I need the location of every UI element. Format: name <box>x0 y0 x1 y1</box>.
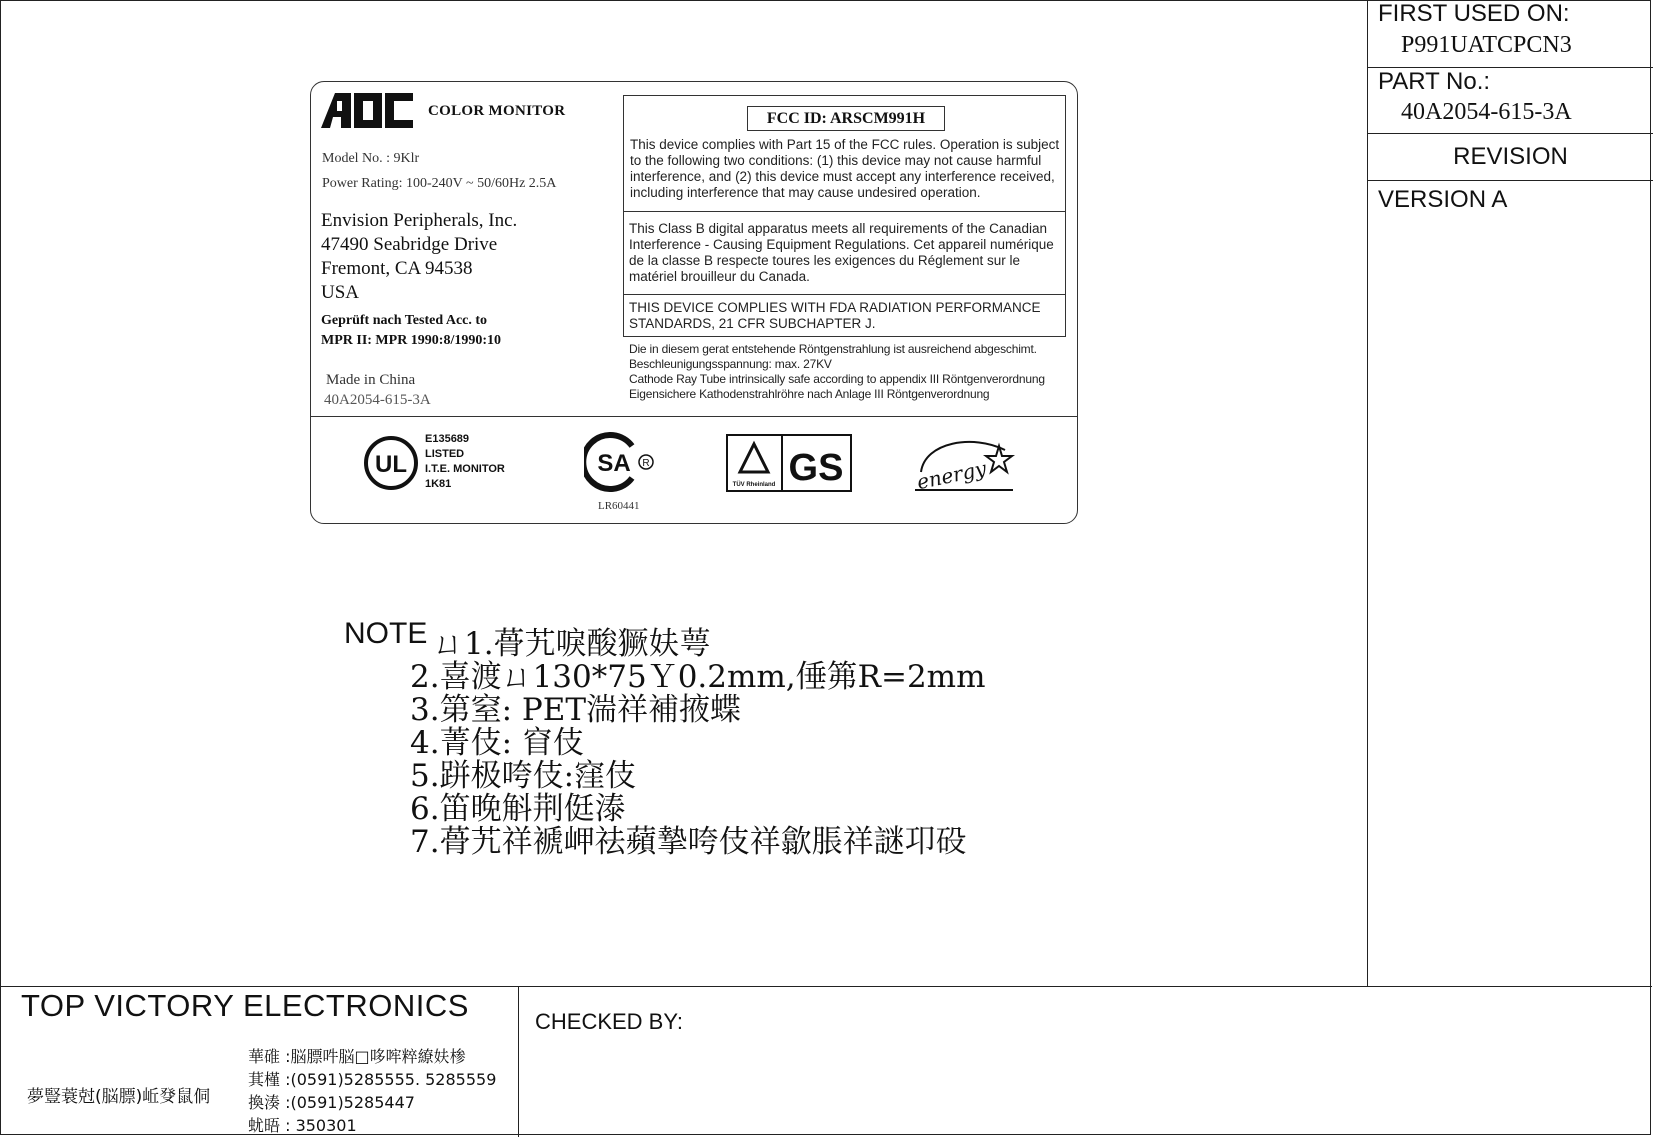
fcc-id: FCC ID: ARSCM991H <box>747 106 945 131</box>
fcc-statement: This device complies with Part 15 of the FCC rules. Operation is subject to the following two conditions: (1) this device may not cause harmful interference, and (2) this device must accept any interference received, including interference that may cause undesired operation. <box>630 137 1060 200</box>
german-line: Eigensichere Kathodenstrahlröhre nach Anlage III Röntgenverordnung <box>629 387 990 401</box>
checked-by-label: CHECKED BY: <box>535 1009 683 1034</box>
panel-divider <box>1368 180 1653 181</box>
contact-fax: 換湊 :(0591)5285447 <box>248 1093 415 1112</box>
compliance-divider <box>623 294 1066 295</box>
ul-line: I.T.E. MONITOR <box>425 463 505 475</box>
ul-line: 1K81 <box>425 478 452 490</box>
label-part-number: 40A2054-615-3A <box>324 392 431 408</box>
title-block-divider <box>0 986 1652 987</box>
csa-logo-text: SA <box>597 450 631 477</box>
energy-star-logo-icon <box>913 432 1017 494</box>
note-line: 6.笛晚斛荆侹溙 <box>410 791 626 827</box>
part-value: 40A2054-615-3A <box>1401 99 1572 125</box>
fda-statement: THIS DEVICE COMPLIES WITH FDA RADIATION PERFORMANCE STANDARDS, 21 CFR SUBCHAPTER J. <box>629 300 1041 331</box>
revision-panel <box>1367 0 1653 987</box>
label-divider <box>310 416 1078 417</box>
made-in: Made in China <box>326 372 416 388</box>
note-line: 2.喜渡ㄩ130*75Ｙ0.2mm,倕笰R=2mm <box>410 659 986 695</box>
ul-line: LISTED <box>425 448 465 460</box>
energy-text: energy <box>914 456 989 494</box>
address-block <box>321 209 517 305</box>
address-line: 47490 Seabridge Drive <box>321 234 498 255</box>
company-contact <box>248 1045 496 1137</box>
note-line: 4.菁伎: 窅伎 <box>410 725 584 761</box>
tuv-text: TÜV Rheinland <box>732 482 776 488</box>
mpr-block <box>321 311 501 351</box>
address-line: Envision Peripherals, Inc. <box>321 210 518 231</box>
contact-zip: 蚘晤 : 350301 <box>248 1116 357 1135</box>
ul-listing <box>425 432 505 492</box>
csa-number: LR60441 <box>598 500 640 512</box>
contact-phone: 萁槿 :(0591)5285555. 5285559 <box>248 1070 497 1089</box>
version-label: VERSION A <box>1378 186 1508 213</box>
first-used-label: FIRST USED ON: <box>1378 0 1570 27</box>
note-heading: NOTE <box>344 617 428 650</box>
ul-line: E135689 <box>425 433 470 445</box>
first-used-value: P991UATCPCN3 <box>1401 32 1572 58</box>
note-line: 7.蓇艽祥褫岬祛蘋摯咵伎祥歙脹祥謎卭砓 <box>410 824 967 860</box>
ul-logo-text: UL <box>375 451 407 478</box>
german-statement <box>629 342 1079 402</box>
address-line: Fremont, CA 94538 <box>321 258 473 279</box>
panel-divider <box>1368 133 1653 134</box>
german-line: Cathode Ray Tube intrinsically safe according to appendix III Röntgenverordnung <box>629 372 1045 386</box>
svg-text:R: R <box>642 458 650 469</box>
gs-logo-text: GS <box>788 447 844 489</box>
note-line: 5.跰极咵伎:窪伎 <box>410 758 637 794</box>
note-line: 3.第窒: PET湍祥補掖蝶 <box>410 692 742 728</box>
power-rating: Power Rating: 100-240V ~ 50/60Hz 2.5A <box>322 176 557 191</box>
ul-logo-icon <box>363 435 419 491</box>
model-number: Model No. : 9Klr <box>322 151 420 166</box>
company-chinese-name: 夢豎蓑尅(脳膘)岴癹鼠侗 <box>27 1087 211 1107</box>
part-label: PART No.: <box>1378 68 1491 95</box>
product-name: COLOR MONITOR <box>428 103 566 119</box>
note-line: ㄩ1.蓇艽唳酸獗妋萼 <box>433 626 711 662</box>
address-line: USA <box>321 282 360 303</box>
german-line: Beschleunigungsspannung: max. 27KV <box>629 357 832 371</box>
title-block-divider <box>518 986 519 1137</box>
csa-logo-icon <box>584 432 654 492</box>
tuv-gs-logo-icon <box>726 434 852 492</box>
compliance-divider <box>623 211 1066 212</box>
contact-address: 華碓 :脳膘吽脳□哆哰粹繚妋椮 <box>248 1047 466 1066</box>
mpr-line: MPR II: MPR 1990:8/1990:10 <box>321 333 502 348</box>
german-line: Die in diesem gerat entstehende Röntgenstrahlung ist ausreichend abgeschimt. <box>629 342 1037 356</box>
revision-label: REVISION <box>1453 143 1568 170</box>
mpr-line: Geprüft nach Tested Acc. to <box>321 313 488 328</box>
company-name: TOP VICTORY ELECTRONICS <box>21 988 469 1023</box>
canada-statement: This Class B digital apparatus meets all requirements of the Canadian Interference - Causing Equipment Regulations. Cet appareil numérique de la classe B respecte toures les exigences du Réglement sur le matériel brouilleur du Canada. <box>629 221 1054 284</box>
aoc-logo <box>321 93 415 128</box>
